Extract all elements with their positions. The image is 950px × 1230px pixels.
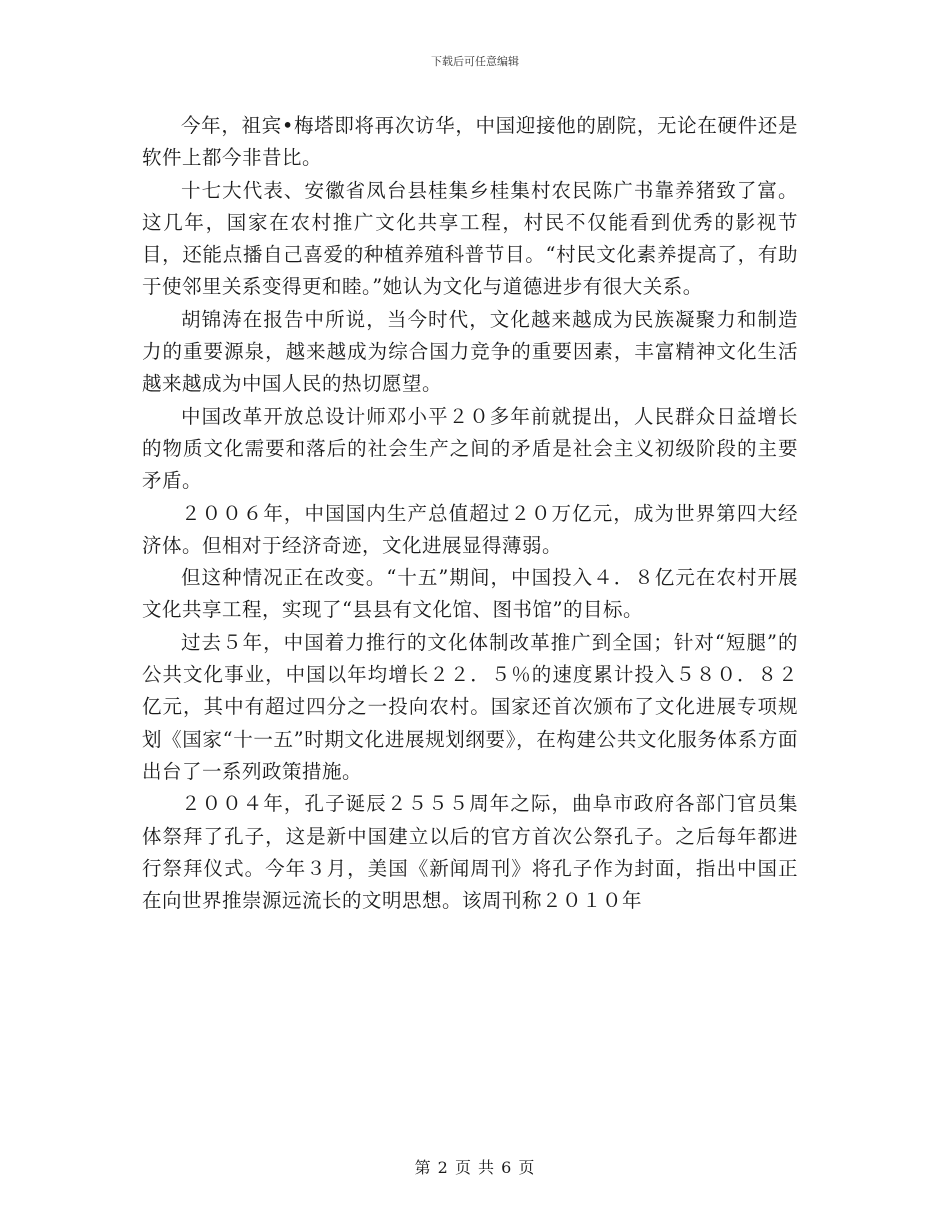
paragraph-8: ２００４年，孔子诞辰２５５５周年之际，曲阜市政府各部门官员集体祭拜了孔子，这是新中国建立以后的官方首次公祭孔子。之后每年都进行祭拜仪式。今年３月，美国《新闻周刊》将孔子作为封面，指出中国正在向世界推崇源远流长的文明思想。该周刊称２０１０年	[142, 792, 798, 913]
paragraph-4: 中国改革开放总设计师邓小平２０多年前就提出，人民群众日益增长的物质文化需要和落后的社会生产之间的矛盾是社会主义初级阶段的主要矛盾。	[142, 404, 798, 493]
paragraph-7: 过去５年，中国着力推行的文化体制改革推广到全国；针对“短腿”的公共文化事业，中国以年均增长２２．５％的速度累计投入５８０．８２亿元，其中有超过四分之一投向农村。国家还首次颁布了文化进展专项规划《国家“十一五”时期文化进展规划纲要》，在构建公共文化服务体系方面出台了一系列政策措施。	[142, 630, 798, 783]
paragraph-5: ２００６年，中国国内生产总值超过２０万亿元，成为世界第四大经济体。但相对于经济奇迹，文化进展显得薄弱。	[142, 501, 798, 557]
paragraph-3: 胡锦涛在报告中所说，当今时代，文化越来越成为民族凝聚力和制造力的重要源泉，越来越成为综合国力竞争的重要因素，丰富精神文化生活越来越成为中国人民的热切愿望。	[142, 307, 798, 396]
paragraph-6: 但这种情况正在改变。“十五”期间，中国投入４．８亿元在农村开展文化共享工程，实现了“县县有文化馆、图书馆”的目标。	[142, 566, 798, 622]
page-header: 下载后可任意编辑	[431, 55, 519, 68]
page-footer: 第 2 页 共 6 页	[414, 1158, 536, 1177]
paragraph-2: 十七大代表、安徽省凤台县桂集乡桂集村农民陈广书靠养猪致了富。这几年，国家在农村推广文化共享工程，村民不仅能看到优秀的影视节目，还能点播自己喜爱的种植养殖科普节目。“村民文化素养提高了，有助于使邻里关系变得更和睦。”她认为文化与道德进步有很大关系。	[142, 178, 798, 299]
paragraph-1: 今年，祖宾•梅塔即将再次访华，中国迎接他的剧院，无论在硬件还是软件上都今非昔比。	[142, 114, 798, 170]
document-body	[142, 110, 798, 917]
